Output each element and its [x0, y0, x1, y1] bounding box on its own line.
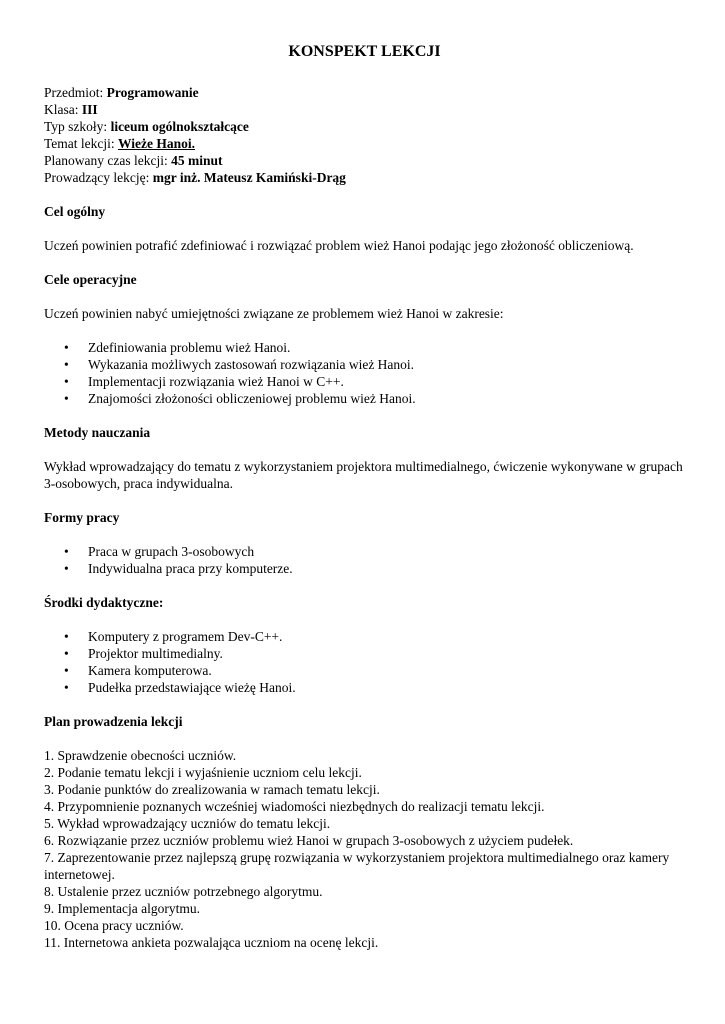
- list-item: 5. Wykład wprowadzający uczniów do tematu lekcji.: [44, 816, 331, 831]
- meta-duration: [44, 152, 685, 169]
- meta-label: Planowany czas lekcji:: [44, 153, 172, 168]
- list-item: 2. Podanie tematu lekcji i wyjaśnienie uczniom celu lekcji.: [44, 765, 362, 780]
- list-item: 3. Podanie punktów do zrealizowania w ramach tematu lekcji.: [44, 782, 380, 797]
- operational-goals-intro: Uczeń powinien nabyć umiejętności związane ze problemem wież Hanoi w zakresie:: [44, 306, 504, 321]
- list-item: 4. Przypomnienie poznanych wcześniej wiadomości niezbędnych do realizacji tematu lekcji.: [44, 799, 545, 814]
- heading-general-goal: Cel ogólny: [44, 204, 106, 219]
- operational-goals-list: [44, 339, 685, 407]
- list-item: 11. Internetowa ankieta pozwalająca uczniom na ocenę lekcji.: [44, 935, 379, 950]
- list-item: 6. Rozwiązanie przez uczniów problemu wież Hanoi w grupach 3-osobowych z użyciem pudełek.: [44, 833, 574, 848]
- meta-value: liceum ogólnokształcące: [110, 119, 249, 134]
- meta-value: Wieże Hanoi.: [118, 136, 196, 151]
- meta-label: Typ szkoły:: [44, 119, 111, 134]
- list-item: • Znajomości złożoności obliczeniowej problemu wież Hanoi.: [88, 390, 685, 407]
- list-item: • Projektor multimedialny.: [88, 645, 685, 662]
- teaching-methods-text: Wykład wprowadzający do tematu z wykorzystaniem projektora multimedialnego, ćwiczenie wykonywane w grupach 3-osobowych, praca indywidualna.: [44, 459, 683, 491]
- document-title: KONSPEKT LEKCJI: [288, 43, 441, 60]
- list-item: • Pudełka przedstawiające wieżę Hanoi.: [88, 679, 685, 696]
- meta-school-type: [44, 118, 685, 135]
- meta-teacher: [44, 169, 685, 186]
- list-item: • Wykazania możliwych zastosowań rozwiązania wież Hanoi.: [88, 356, 685, 373]
- list-item: 10. Ocena pracy uczniów.: [44, 918, 184, 933]
- heading-lesson-plan: Plan prowadzenia lekcji: [44, 714, 183, 729]
- list-item: • Kamera komputerowa.: [88, 662, 685, 679]
- heading-work-forms: Formy pracy: [44, 510, 120, 525]
- meta-label: Przedmiot:: [44, 85, 107, 100]
- meta-value: 45 minut: [171, 153, 223, 168]
- meta-class: [44, 101, 685, 118]
- list-item: 8. Ustalenie przez uczniów potrzebnego algorytmu.: [44, 884, 323, 899]
- lesson-plan-list: [44, 747, 685, 951]
- heading-operational-goals: Cele operacyjne: [44, 272, 137, 287]
- heading-teaching-aids: Środki dydaktyczne:: [44, 595, 164, 610]
- teaching-aids-list: [44, 628, 685, 696]
- general-goal-text: Uczeń powinien potrafić zdefiniować i rozwiązać problem wież Hanoi podając jego złożoność obliczeniową.: [44, 238, 634, 253]
- meta-value: III: [81, 102, 98, 117]
- meta-value: mgr inż. Mateusz Kamiński-Drąg: [152, 170, 346, 185]
- list-item: 1. Sprawdzenie obecności uczniów.: [44, 748, 237, 763]
- list-item: • Indywidualna praca przy komputerze.: [88, 560, 685, 577]
- heading-teaching-methods: Metody nauczania: [44, 425, 151, 440]
- meta-label: Prowadzący lekcję:: [44, 170, 153, 185]
- list-item: • Implementacji rozwiązania wież Hanoi w C++.: [88, 373, 685, 390]
- meta-label: Temat lekcji:: [44, 136, 119, 151]
- meta-label: Klasa:: [44, 102, 82, 117]
- list-item: 7. Zaprezentowanie przez najlepszą grupę rozwiązania w wykorzystaniem projektora multimedialnego oraz kamery internetowej.: [44, 850, 670, 882]
- list-item: • Praca w grupach 3-osobowych: [88, 543, 685, 560]
- meta-value: Programowanie: [106, 85, 199, 100]
- meta-subject: [44, 84, 685, 101]
- lesson-metadata: [44, 84, 685, 186]
- meta-topic: [44, 135, 685, 152]
- work-forms-list: [44, 543, 685, 577]
- list-item: 9. Implementacja algorytmu.: [44, 901, 200, 916]
- list-item: • Zdefiniowania problemu wież Hanoi.: [88, 339, 685, 356]
- list-item: • Komputery z programem Dev-C++.: [88, 628, 685, 645]
